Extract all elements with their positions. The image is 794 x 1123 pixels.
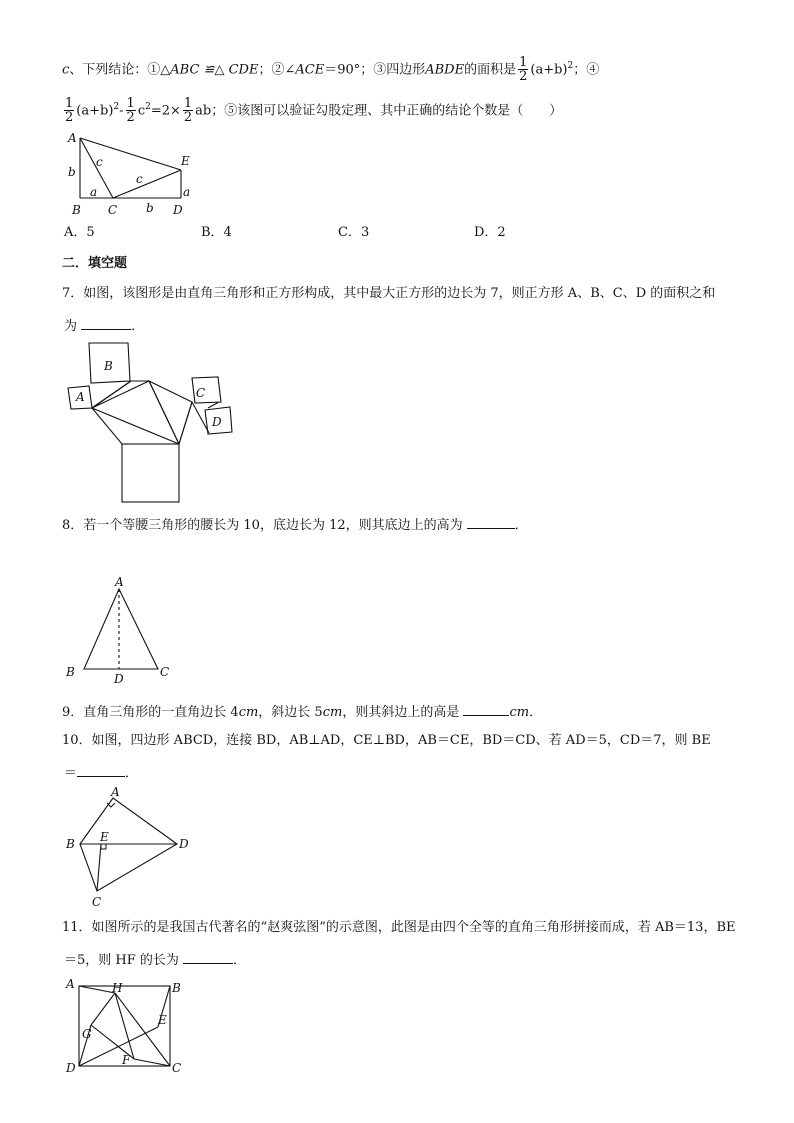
q7-figure (62, 340, 242, 510)
q10-figure (62, 785, 202, 915)
label-E: E (181, 154, 190, 168)
q10-line-1: 10．如图，四边形 ABCD，连接 BD，AB⊥AD，CE⊥BD，AB＝CE，BD＝CD、若 AD＝5，CD＝7，则 BE (62, 733, 711, 748)
q10-answer-blank[interactable] (77, 762, 125, 777)
q9-line: 9．直角三角形的一直角边长 4cm，斜边长 5cm，则其斜边上的高是 cm． (62, 701, 542, 723)
label-G: G (82, 1027, 92, 1041)
q11-line-2: ＝5，则 HF 的长为 ． (64, 949, 246, 971)
label-b-left: b (68, 165, 76, 179)
label-C: C (160, 665, 170, 679)
q9-answer-blank[interactable] (463, 701, 509, 716)
label-B: B (72, 203, 81, 217)
choice-d[interactable]: D．2 (474, 225, 506, 240)
label-A: A (68, 131, 77, 145)
label-a-bottom: a (90, 185, 98, 199)
label-c-ce: c (136, 172, 143, 186)
choice-b[interactable]: B．4 (201, 225, 232, 240)
label-D: D (66, 1061, 76, 1075)
label-A: A (115, 575, 124, 589)
label-B: B (66, 665, 75, 679)
label-H: H (112, 981, 123, 995)
q8-figure (62, 575, 182, 685)
square-label-B: B (104, 359, 113, 373)
label-A: A (111, 785, 120, 799)
label-c-ac: c (96, 155, 103, 169)
choice-a[interactable]: A．5 (64, 225, 95, 240)
q7-line-1: 7．如图，该图形是由直角三角形和正方形构成，其中最大正方形的边长为 7，则正方形 A、B、C、D 的面积之和 (62, 286, 716, 301)
label-D: D (114, 672, 124, 686)
label-B: B (172, 981, 181, 995)
q11-line-1: 11．如图所示的是我国古代著名的“赵爽弦图”的示意图，此图是由四个全等的直角三角形拼接而成，若 AB＝13，BE (62, 920, 736, 935)
label-A: A (66, 977, 75, 991)
fraction-half: $\frac{1}{2}$ (519, 55, 528, 85)
q6-line-2: $\frac{1}{2}$ $(a+b)^2-$ $\frac{1}{2}$ $c^2=2\times$ $\frac{1}{2}$ ab；⑤该图可以验证勾股定理、其中正确的结论个数是（ ） (65, 96, 563, 126)
q8-line-1: 8．若一个等腰三角形的腰长为 10，底边长为 12，则其底边上的高为 ． (62, 514, 528, 536)
q6-line-1: c、下列结论：①△ABC ≌△ CDE；②∠ACE＝90°；③四边形ABDE的面积是 $\frac{1}{2}$ $(a+b)^2$；④ (62, 55, 600, 85)
label-D: D (179, 837, 189, 851)
q11-figure (62, 975, 192, 1080)
q10-line-2: ＝ ． (64, 762, 138, 784)
section-heading-fill-in: 二．填空题 (62, 256, 128, 271)
q7-answer-blank[interactable] (81, 315, 131, 330)
choice-c[interactable]: C．3 (338, 225, 370, 240)
square-label-A: A (76, 390, 85, 404)
label-E: E (158, 1013, 167, 1027)
square-label-D: D (212, 415, 222, 429)
label-C: C (172, 1061, 182, 1075)
q8-answer-blank[interactable] (467, 514, 515, 529)
label-F: F (122, 1053, 131, 1067)
q7-line-2: 为 ． (64, 315, 144, 337)
label-C: C (108, 203, 118, 217)
label-b-bottom: b (146, 201, 154, 215)
label-D: D (173, 203, 183, 217)
q6-figure (60, 128, 210, 218)
label-a-right: a (183, 185, 191, 199)
square-label-C: C (196, 386, 206, 400)
label-E: E (100, 830, 109, 844)
label-C: C (92, 895, 102, 909)
label-B: B (66, 837, 75, 851)
q11-answer-blank[interactable] (183, 949, 233, 964)
